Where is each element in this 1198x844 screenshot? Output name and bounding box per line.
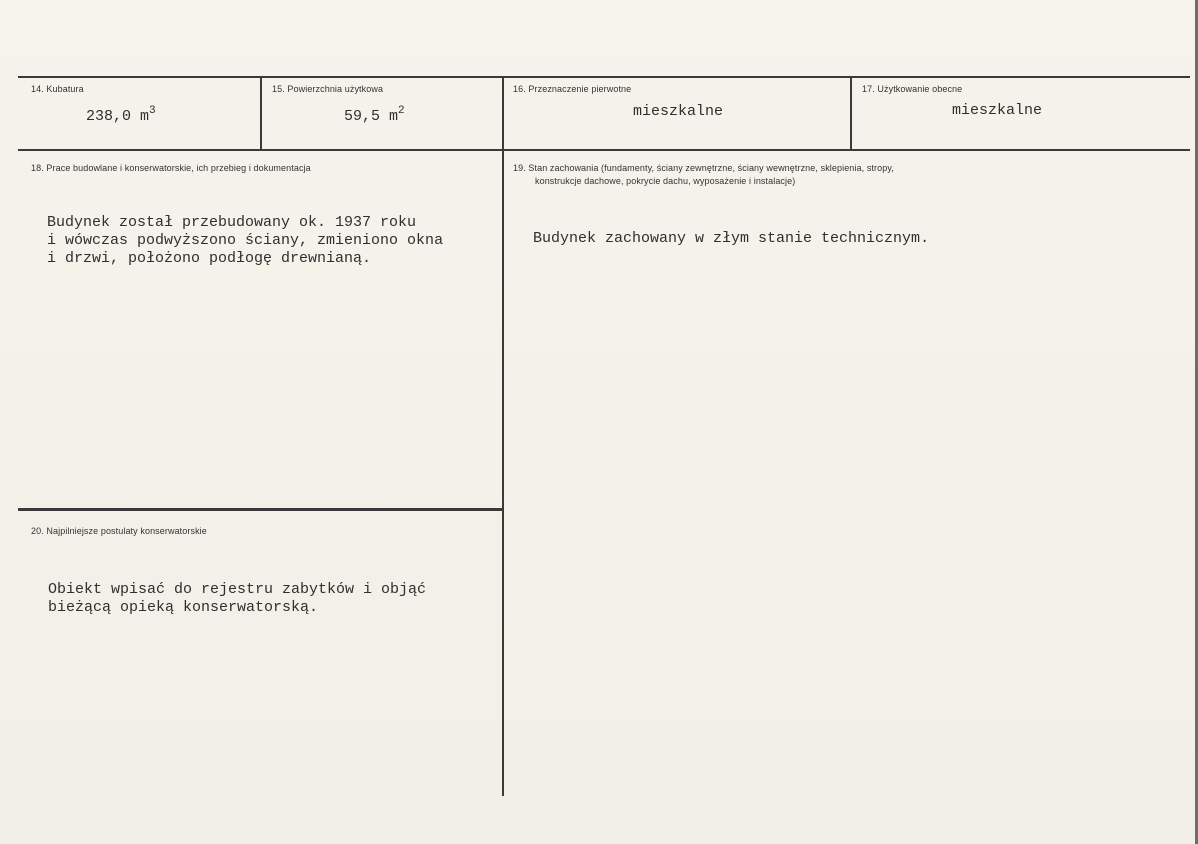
field-18-line-2: i wówczas podwyższono ściany, zmieniono okna xyxy=(47,232,444,249)
field-14-value xyxy=(86,102,156,126)
field-19-label-line-2: konstrukcje dachowe, pokrycie dachu, wyposażenie i instalacje) xyxy=(535,176,796,186)
field-15-value xyxy=(344,102,405,126)
field-19-label-line-1: 19. Stan zachowania (fundamenty, ściany zewnętrzne, ściany wewnętrzne, sklepienia, stropy, xyxy=(513,163,894,173)
field-20-line-1: Obiekt wpisać do rejestru zabytków i objąć xyxy=(48,581,427,598)
field-14-label: 14. Kubatura xyxy=(31,84,84,94)
field-15-exponent: 2 xyxy=(398,105,405,117)
field-14-number: 238,0 m xyxy=(86,108,150,125)
field-16-label: 16. Przeznaczenie pierwotne xyxy=(513,84,632,94)
col-divider-2 xyxy=(502,76,504,796)
field-18-line-1: Budynek został przebudowany ok. 1937 roku xyxy=(47,214,417,231)
field-18-line-3: i drzwi, położono podłogę drewnianą. xyxy=(47,250,372,267)
row1-bottom-rule xyxy=(18,149,1190,151)
field-20-line-2: bieżącą opieką konserwatorską. xyxy=(48,599,319,616)
top-rule xyxy=(18,76,1190,78)
field-15-number: 59,5 m xyxy=(344,108,399,125)
field-17-label: 17. Użytkowanie obecne xyxy=(862,84,963,94)
section18-bottom-rule xyxy=(18,508,502,511)
field-15-label: 15. Powierzchnia użytkowa xyxy=(272,84,384,94)
field-16-value: mieszkalne xyxy=(633,103,724,120)
col-divider-1 xyxy=(260,76,262,151)
field-20-label: 20. Najpilniejsze postulaty konserwatorskie xyxy=(31,526,207,536)
field-18-label: 18. Prace budowlane i konserwatorskie, ich przebieg i dokumentacja xyxy=(31,163,311,173)
field-14-exponent: 3 xyxy=(149,105,156,117)
field-17-value: mieszkalne xyxy=(952,102,1043,119)
col-divider-3 xyxy=(850,76,852,151)
field-19-text: Budynek zachowany w złym stanie technicznym. xyxy=(533,230,930,247)
